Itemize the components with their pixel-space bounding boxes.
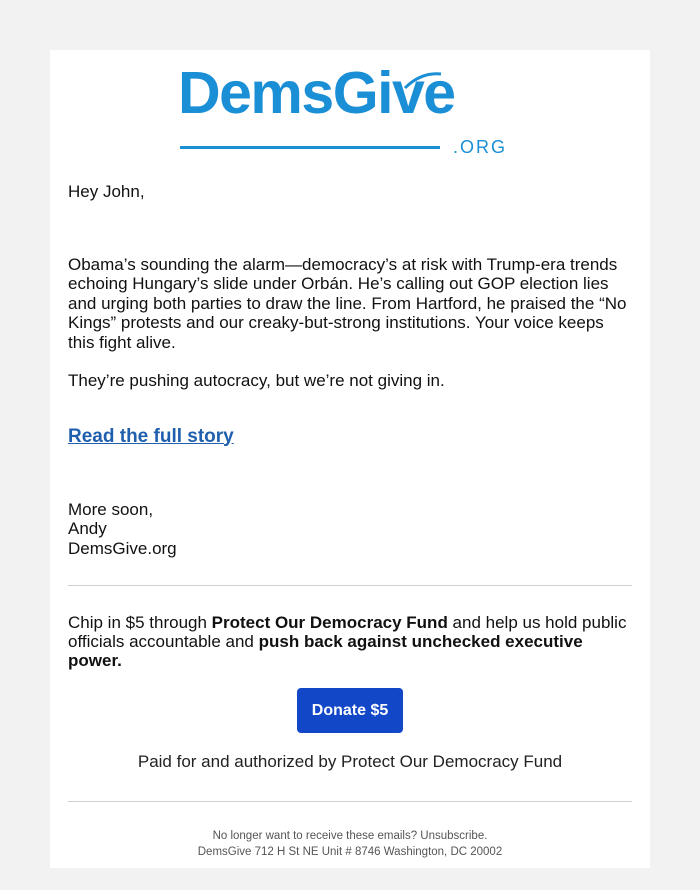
divider [68, 801, 632, 802]
signoff-name: Andy [68, 519, 107, 538]
logo-wordmark: DemsGive [178, 60, 455, 126]
logo-org-suffix: .ORG [453, 137, 508, 157]
mailing-address: DemsGive 712 H St NE Unit # 8746 Washington, DC 20002 [197, 846, 503, 858]
donation-appeal [68, 613, 632, 670]
paid-for-disclaimer: Paid for and authorized by Protect Our Democracy Fund [137, 752, 563, 771]
body-paragraph-1: Obama’s sounding the alarm—democracy’s at risk with Trump-era trends echoing Hungary’s slide under Orbán. He’s calling out GOP election lies and urging both parties to draw the line. From Hartford, he praised the “No Kings” protests and our creaky-but-strong institutions. Your voice keeps this fight alive. [68, 254, 627, 352]
appeal-fund-name: Protect Our Democracy Fund [211, 613, 448, 632]
logo-underline [180, 146, 440, 149]
divider [68, 585, 632, 586]
demsgive-logo[interactable] [68, 50, 632, 170]
body-paragraph-2: They’re pushing autocracy, but we’re not giving in. [68, 371, 445, 390]
appeal-bold-end: push back against unchecked executive power. [68, 632, 583, 670]
appeal-text-2: and help us hold public officials accountable and [68, 613, 627, 651]
signoff-site: DemsGive.org [68, 538, 177, 558]
signoff-line: More soon, [68, 499, 154, 519]
greeting: Hey John, [68, 182, 145, 201]
appeal-text-1: Chip in $5 through [68, 613, 212, 632]
unsubscribe-text[interactable]: No longer want to receive these emails? Unsubscribe. [212, 830, 488, 842]
donate-button[interactable]: Donate $5 [297, 688, 403, 733]
logo-swoosh-icon [403, 70, 443, 90]
donate-wrap [68, 688, 632, 733]
signoff [68, 500, 632, 559]
footer [68, 828, 632, 860]
email-card [50, 50, 650, 868]
read-full-story-link[interactable]: Read the full story [68, 425, 234, 447]
